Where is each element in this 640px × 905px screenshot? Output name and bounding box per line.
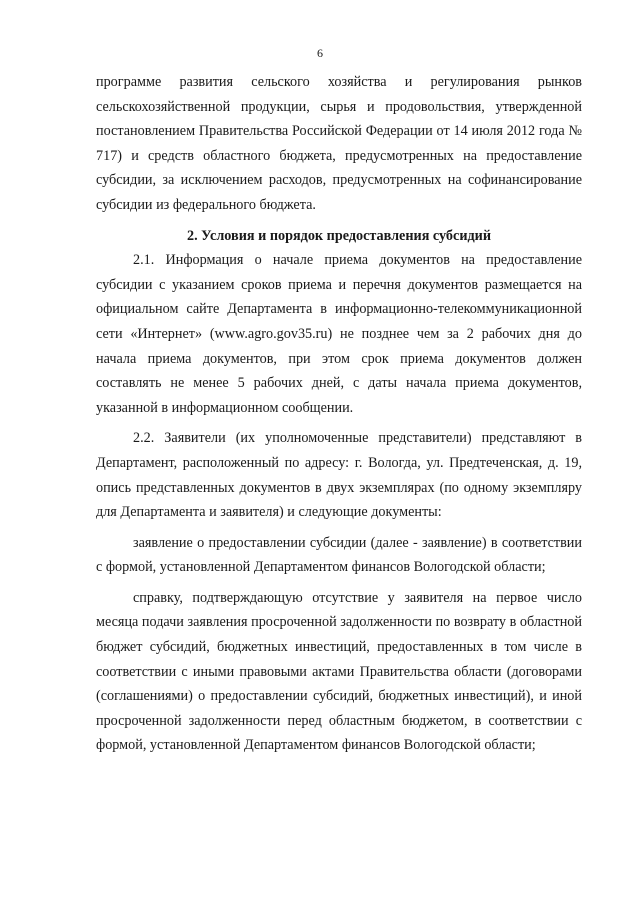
list-item-application: заявление о предоставлении субсидии (далее - заявление) в соответствии с формой, установленной Департаментом финансов Вологодской области; [96,534,582,576]
section-heading: 2. Условия и порядок предоставления субсидий [186,227,492,244]
paragraph-2-1: 2.1. Информация о начале приема документов на предоставление субсидии с указанием сроков приема и перечня документов размещается на официальном сайте Департамента в информационно-телекоммуникационной сети «Интернет» (www.agro.gov35.ru) не позднее чем за 2 рабочих дня до начала приема документов, при этом срок приема документов должен составлять не менее 5 рабочих дней, с даты начала приема документов, указанной в информационном сообщении. [96,252,582,416]
page-number: 6 [317,46,323,60]
paragraph-2-2: 2.2. Заявители (их уполномоченные представители) представляют в Департамент, расположенный по адресу: г. Вологда, ул. Предтеченская, д. 19, опись представленных документов в двух экземплярах (по одному экземпляру для Департамента и заявителя) и следующие документы: [96,430,582,521]
list-item-certificate: справку, подтверждающую отсутствие у заявителя на первое число месяца подачи заявления просроченной задолженности по возврату в областной бюджет субсидий, бюджетных инвестиций, предоставленных в том числе в соответствии с иными правовыми актами Правительства области (договорами (соглашениями) о предоставлении субсидий, бюджетных инвестиций), и иной просроченной задолженности перед областным бюджетом, в соответствии с формой, установленной Департаментом финансов Вологодской области; [96,589,582,754]
paragraph-continuation: программе развития сельского хозяйства и регулирования рынков сельскохозяйственной продукции, сырья и продовольствия, утвержденной постановлением Правительства Российской Федерации от 14 июля 2012 года № 717) и средств областного бюджета, предусмотренных на предоставление субсидии, за исключением расходов, предусмотренных на софинансирование субсидии из федерального бюджета. [96,74,582,213]
document-body [96,70,582,758]
